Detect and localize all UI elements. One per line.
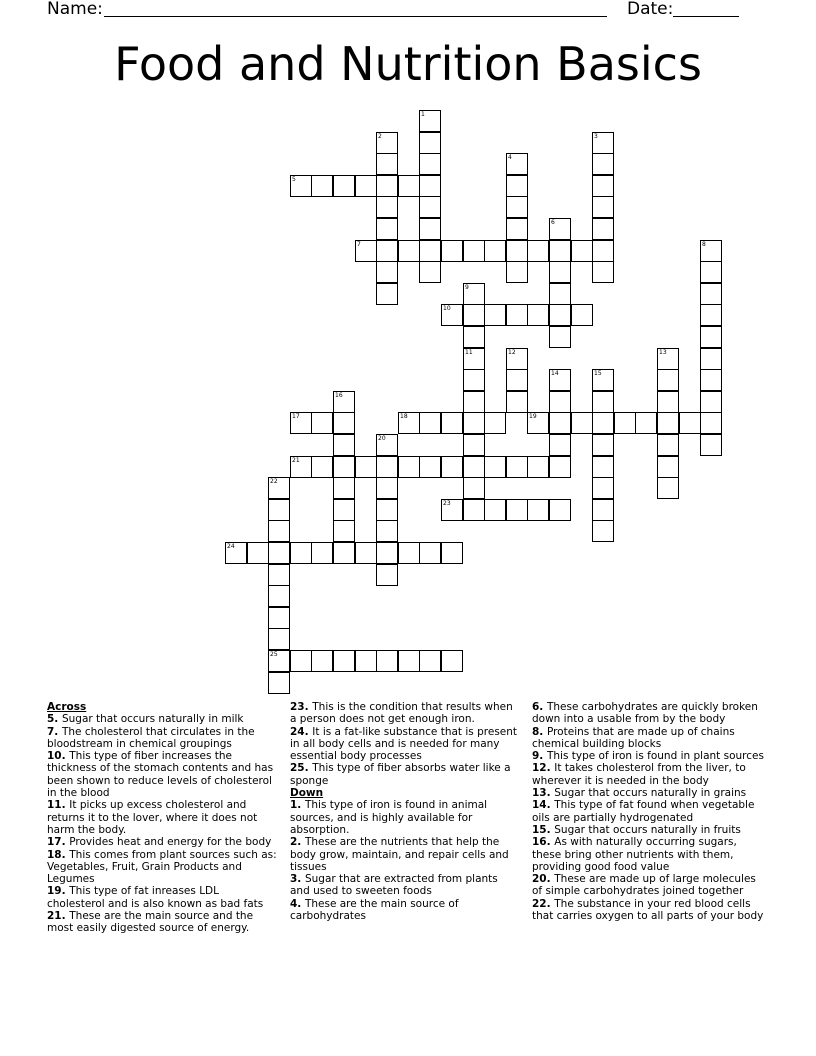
clue-number: 2 — [378, 133, 382, 140]
crossword-cell[interactable] — [506, 218, 528, 240]
crossword-cell[interactable] — [592, 456, 614, 478]
crossword-cell[interactable] — [333, 412, 355, 434]
crossword-cell[interactable] — [311, 175, 333, 197]
crossword-cell[interactable] — [376, 456, 398, 478]
crossword-cell[interactable] — [506, 175, 528, 197]
crossword-cell[interactable] — [268, 520, 290, 542]
clue-num: 4. — [290, 897, 305, 910]
clue-number: 4 — [508, 154, 512, 161]
crossword-cell[interactable] — [355, 240, 377, 262]
crossword-cell[interactable] — [463, 240, 485, 262]
clue-text: Provides heat and energy for the body — [69, 836, 272, 849]
crossword-cell[interactable] — [463, 477, 485, 499]
crossword-cell[interactable] — [484, 412, 506, 434]
clue-number: 3 — [594, 133, 598, 140]
clue-num: 9. — [532, 750, 547, 763]
crossword-cell[interactable] — [549, 304, 571, 326]
crossword-cell[interactable] — [268, 477, 290, 499]
crossword-cell[interactable] — [463, 391, 485, 413]
clue-number: 15 — [594, 370, 602, 377]
crossword-cell[interactable] — [419, 175, 441, 197]
crossword-cell[interactable] — [506, 153, 528, 175]
clue-number: 24 — [227, 543, 235, 550]
crossword-cell[interactable] — [527, 499, 549, 521]
clue-text: Sugar that are extracted from plants and used to sweeten foods — [290, 873, 498, 898]
clue-text: These are made up of large molecules of simple carbohydrates joined together — [532, 873, 756, 898]
crossword-cell[interactable] — [571, 412, 593, 434]
clue-text: This type of fiber increases the thickness of the stomach contents and has been shown to reduce levels of cholesterol in the blood — [47, 750, 274, 800]
crossword-cell[interactable] — [441, 412, 463, 434]
crossword-cell[interactable] — [247, 542, 269, 564]
crossword-cell[interactable] — [700, 261, 722, 283]
clue-number: 17 — [292, 413, 300, 420]
clue-num: 21. — [47, 910, 70, 923]
crossword-cell[interactable] — [463, 326, 485, 348]
clue — [47, 885, 277, 910]
crossword-cell[interactable] — [571, 240, 593, 262]
crossword-cell[interactable] — [614, 412, 636, 434]
clue — [532, 701, 768, 726]
crossword-cell[interactable] — [311, 650, 333, 672]
crossword-cell[interactable] — [657, 391, 679, 413]
crossword-cell[interactable] — [549, 412, 571, 434]
crossword-cell[interactable] — [355, 542, 377, 564]
crossword-cell[interactable] — [527, 456, 549, 478]
crossword-cell[interactable] — [376, 132, 398, 154]
crossword-cell[interactable] — [592, 153, 614, 175]
crossword-cell[interactable] — [333, 542, 355, 564]
clue-number: 1 — [421, 111, 425, 118]
clue-number: 5 — [292, 176, 296, 183]
crossword-cell[interactable] — [376, 240, 398, 262]
clue-num: 3. — [290, 873, 305, 886]
crossword-cell[interactable] — [419, 456, 441, 478]
crossword-cell[interactable] — [700, 434, 722, 456]
clue-text: This type of fiber absorbs water like a sponge — [290, 762, 511, 787]
crossword-cell[interactable] — [376, 175, 398, 197]
clue-num: 1. — [290, 799, 305, 812]
crossword-cell[interactable] — [700, 283, 722, 305]
clue-num: 7. — [47, 725, 62, 738]
clue-num: 8. — [532, 725, 547, 738]
clue-number: 7 — [357, 241, 361, 248]
clue-num: 2. — [290, 836, 305, 849]
clue-number: 22 — [270, 478, 278, 485]
crossword-cell[interactable] — [700, 412, 722, 434]
clue — [47, 726, 277, 751]
clue — [47, 750, 277, 799]
clue-number: 10 — [443, 305, 451, 312]
clue — [290, 836, 520, 873]
clues-column-1 — [47, 701, 277, 935]
clue-num: 5. — [47, 713, 62, 726]
crossword-cell[interactable] — [268, 607, 290, 629]
clue-number: 20 — [378, 435, 386, 442]
clue — [47, 799, 277, 836]
crossword-cell[interactable] — [700, 369, 722, 391]
clue-number: 13 — [659, 349, 667, 356]
clue-text: This type of fat found when vegetable oils are partially hydrogenated — [532, 799, 755, 824]
clue — [290, 898, 520, 923]
crossword-cell[interactable] — [441, 542, 463, 564]
crossword-cell[interactable] — [549, 456, 571, 478]
clue — [290, 726, 520, 763]
crossword-cell[interactable] — [700, 391, 722, 413]
crossword-cell[interactable] — [592, 261, 614, 283]
crossword-cell[interactable] — [463, 434, 485, 456]
crossword-cell[interactable] — [376, 564, 398, 586]
crossword-cell[interactable] — [463, 499, 485, 521]
clue-text: The cholesterol that circulates in the bloodstream in chemical groupings — [47, 725, 255, 750]
crossword-cell[interactable] — [592, 434, 614, 456]
crossword-cell[interactable] — [268, 628, 290, 650]
crossword-cell[interactable] — [419, 218, 441, 240]
clue-number: 18 — [400, 413, 408, 420]
clue-text: Sugar that occurs naturally in grains — [554, 787, 747, 800]
clue-text: It takes cholesterol from the liver, to wherever it is needed in the body — [532, 762, 746, 787]
crossword-cell[interactable] — [506, 240, 528, 262]
crossword-cell[interactable] — [527, 412, 549, 434]
clue-number: 25 — [270, 651, 278, 658]
clue-text: This type of fat inreases LDL cholesterol and is also known as bad fats — [47, 885, 264, 910]
crossword-cell[interactable] — [592, 477, 614, 499]
crossword-cell[interactable] — [376, 218, 398, 240]
crossword-cell[interactable] — [592, 369, 614, 391]
crossword-cell[interactable] — [290, 412, 312, 434]
clue-num: 17. — [47, 836, 70, 849]
crossword-cell[interactable] — [592, 132, 614, 154]
clue — [47, 713, 277, 725]
clue-number: 8 — [702, 241, 706, 248]
clues-column-3 — [532, 701, 768, 922]
clue — [47, 836, 277, 848]
crossword-cell[interactable] — [268, 672, 290, 694]
crossword-cell[interactable] — [376, 542, 398, 564]
crossword-cell[interactable] — [549, 261, 571, 283]
crossword-cell[interactable] — [549, 369, 571, 391]
crossword-cell[interactable] — [355, 175, 377, 197]
clue — [290, 799, 520, 836]
crossword-cell[interactable] — [268, 650, 290, 672]
crossword-cell[interactable] — [290, 650, 312, 672]
crossword-cell[interactable] — [441, 499, 463, 521]
crossword-cell[interactable] — [463, 348, 485, 370]
crossword-cell[interactable] — [592, 391, 614, 413]
clue-text: This type of iron is found in plant sources — [546, 750, 764, 763]
crossword-cell[interactable] — [679, 412, 701, 434]
clue-num: 23. — [290, 701, 313, 713]
crossword-cell[interactable] — [527, 304, 549, 326]
crossword-cell[interactable] — [333, 477, 355, 499]
crossword-cell[interactable] — [700, 348, 722, 370]
crossword-cell[interactable] — [506, 304, 528, 326]
clue — [47, 910, 277, 935]
clue-num: 11. — [47, 799, 70, 812]
clue-text: This type of iron is found in animal sources, and is highly available for absorption. — [290, 799, 488, 836]
clue-num: 20. — [532, 873, 555, 886]
crossword-cell[interactable] — [700, 240, 722, 262]
crossword-cell[interactable] — [376, 153, 398, 175]
crossword-cell[interactable] — [506, 348, 528, 370]
crossword-cell[interactable] — [376, 196, 398, 218]
crossword-cell[interactable] — [333, 499, 355, 521]
clue-num: 14. — [532, 799, 555, 812]
crossword-cell[interactable] — [376, 283, 398, 305]
crossword-cell[interactable] — [506, 499, 528, 521]
clue-number: 21 — [292, 457, 300, 464]
crossword-cell[interactable] — [398, 412, 420, 434]
across-heading: Across — [47, 701, 87, 713]
clue-text: These carbohydrates are quickly broken down into a usable from by the body — [532, 701, 758, 726]
crossword-cell[interactable] — [506, 261, 528, 283]
crossword-cell[interactable] — [484, 304, 506, 326]
crossword-cell[interactable] — [355, 650, 377, 672]
crossword-cell[interactable] — [484, 240, 506, 262]
clue — [532, 824, 768, 836]
clue — [290, 701, 520, 726]
crossword-cell[interactable] — [700, 304, 722, 326]
clue-num: 6. — [532, 701, 547, 713]
clue-number: 16 — [335, 392, 343, 399]
crossword-cell[interactable] — [441, 456, 463, 478]
crossword-cell[interactable] — [333, 175, 355, 197]
crossword-cell[interactable] — [290, 456, 312, 478]
clue-text: Proteins that are made up of chains chemical building blocks — [532, 725, 735, 750]
crossword-cell[interactable] — [527, 240, 549, 262]
crossword-cell[interactable] — [268, 564, 290, 586]
clue-num: 10. — [47, 750, 70, 763]
crossword-cell[interactable] — [398, 456, 420, 478]
crossword-cell[interactable] — [311, 542, 333, 564]
clue-num: 13. — [532, 787, 555, 800]
crossword-cell[interactable] — [463, 412, 485, 434]
crossword-cell[interactable] — [571, 304, 593, 326]
crossword-cell[interactable] — [484, 499, 506, 521]
crossword-cell[interactable] — [398, 240, 420, 262]
crossword-cell[interactable] — [506, 391, 528, 413]
clue-text: The substance in your red blood cells that carries oxygen to all parts of your body — [532, 897, 764, 923]
crossword-cell[interactable] — [419, 196, 441, 218]
crossword-cell[interactable] — [333, 650, 355, 672]
crossword-cell[interactable] — [657, 477, 679, 499]
clue-number: 6 — [551, 219, 555, 226]
crossword-cell[interactable] — [657, 348, 679, 370]
crossword-cell[interactable] — [506, 456, 528, 478]
crossword-cell[interactable] — [311, 456, 333, 478]
crossword-cell[interactable] — [592, 196, 614, 218]
clue-text: These are the main source and the most easily digested source of energy. — [47, 910, 254, 935]
crossword-cell[interactable] — [592, 499, 614, 521]
crossword-cell[interactable] — [419, 261, 441, 283]
clue-num: 12. — [532, 762, 555, 775]
crossword-cell[interactable] — [419, 542, 441, 564]
clue-number: 12 — [508, 349, 516, 356]
clue — [532, 873, 768, 898]
crossword-cell[interactable] — [657, 412, 679, 434]
crossword-cell[interactable] — [592, 218, 614, 240]
crossword-cell[interactable] — [657, 369, 679, 391]
crossword-cell[interactable] — [376, 477, 398, 499]
crossword-cell[interactable] — [268, 542, 290, 564]
crossword-cell[interactable] — [419, 110, 441, 132]
clue-text: This is the condition that results when a person does not get enough iron. — [290, 701, 513, 726]
crossword-cell[interactable] — [484, 456, 506, 478]
clue — [532, 799, 768, 824]
clue — [532, 750, 768, 762]
crossword-cell[interactable] — [333, 391, 355, 413]
crossword-cell[interactable] — [333, 434, 355, 456]
crossword-cell[interactable] — [506, 369, 528, 391]
clue-text: As with naturally occurring sugars, these bring other nutrients with them, providing good food value — [532, 836, 737, 873]
crossword-cell[interactable] — [419, 132, 441, 154]
clue-number: 23 — [443, 500, 451, 507]
clue-num: 18. — [47, 848, 70, 861]
clue-text: Sugar that occurs naturally in fruits — [554, 823, 741, 836]
crossword-cell[interactable] — [441, 304, 463, 326]
crossword-cell[interactable] — [463, 304, 485, 326]
clue — [532, 836, 768, 873]
clues-column-2 — [290, 701, 520, 922]
crossword-cell[interactable] — [657, 456, 679, 478]
crossword-cell[interactable] — [463, 369, 485, 391]
clue-num: 22. — [532, 897, 555, 910]
crossword-cell[interactable] — [549, 218, 571, 240]
crossword-cell[interactable] — [549, 434, 571, 456]
clue-text: It picks up excess cholesterol and returns it to the lover, where it does not harm the body. — [47, 799, 258, 836]
clue — [290, 873, 520, 898]
clue-num: 25. — [290, 762, 313, 775]
down-heading: Down — [290, 787, 324, 800]
crossword-cell[interactable] — [657, 434, 679, 456]
crossword-cell[interactable] — [592, 412, 614, 434]
crossword-cell[interactable] — [463, 283, 485, 305]
crossword-cell[interactable] — [355, 456, 377, 478]
crossword-cell[interactable] — [635, 412, 657, 434]
crossword-cell[interactable] — [225, 542, 247, 564]
crossword-cell[interactable] — [376, 650, 398, 672]
clue-text: These are the nutrients that help the body grow, maintain, and repair cells and tissues — [290, 836, 509, 873]
crossword-cell[interactable] — [592, 520, 614, 542]
clue — [532, 762, 768, 787]
crossword-cell[interactable] — [376, 520, 398, 542]
crossword-cell[interactable] — [549, 283, 571, 305]
crossword-cell[interactable] — [268, 585, 290, 607]
crossword-cell[interactable] — [592, 240, 614, 262]
clue-text: Sugar that occurs naturally in milk — [61, 713, 244, 726]
crossword-cell[interactable] — [333, 520, 355, 542]
name-label: Name: — [47, 0, 103, 19]
crossword-cell[interactable] — [398, 175, 420, 197]
clue-number: 19 — [529, 413, 537, 420]
crossword-cell[interactable] — [290, 175, 312, 197]
crossword-cell[interactable] — [441, 240, 463, 262]
crossword-cell[interactable] — [506, 196, 528, 218]
clue-num: 16. — [532, 836, 555, 849]
clue — [47, 849, 277, 886]
crossword-cell[interactable] — [700, 326, 722, 348]
clue — [532, 726, 768, 751]
clue-number: 14 — [551, 370, 559, 377]
clue-num: 24. — [290, 725, 313, 738]
clue — [290, 762, 520, 787]
crossword-cell[interactable] — [549, 391, 571, 413]
crossword-cell[interactable] — [549, 499, 571, 521]
crossword-cell[interactable] — [376, 434, 398, 456]
crossword-cell[interactable] — [290, 542, 312, 564]
clue-num: 15. — [532, 823, 555, 836]
clue-text: These are the main source of carbohydrates — [290, 897, 459, 923]
crossword-cell[interactable] — [333, 456, 355, 478]
crossword-cell[interactable] — [419, 650, 441, 672]
crossword-cell[interactable] — [463, 456, 485, 478]
crossword-cell[interactable] — [549, 240, 571, 262]
crossword-cell[interactable] — [419, 412, 441, 434]
date-label: Date: — [627, 0, 674, 19]
crossword-cell[interactable] — [419, 153, 441, 175]
crossword-cell[interactable] — [419, 240, 441, 262]
crossword-cell[interactable] — [441, 650, 463, 672]
clue-number: 9 — [465, 284, 469, 291]
crossword-cell[interactable] — [376, 261, 398, 283]
crossword-cell[interactable] — [398, 542, 420, 564]
clue — [532, 787, 768, 799]
crossword-cell[interactable] — [311, 412, 333, 434]
crossword-cell[interactable] — [549, 326, 571, 348]
crossword-cell[interactable] — [268, 499, 290, 521]
clue-text: It is a fat-like substance that is present in all body cells and is needed for many essential body processes — [290, 725, 518, 763]
clue-number: 11 — [465, 349, 473, 356]
page-title: Food and Nutrition Basics — [114, 37, 702, 91]
crossword-cell[interactable] — [398, 650, 420, 672]
clue-text: This comes from plant sources such as: Vegetables, Fruit, Grain Products and Legumes — [47, 848, 277, 886]
clue — [532, 898, 768, 923]
crossword-cell[interactable] — [592, 175, 614, 197]
crossword-cell[interactable] — [376, 499, 398, 521]
clue-num: 19. — [47, 885, 70, 898]
